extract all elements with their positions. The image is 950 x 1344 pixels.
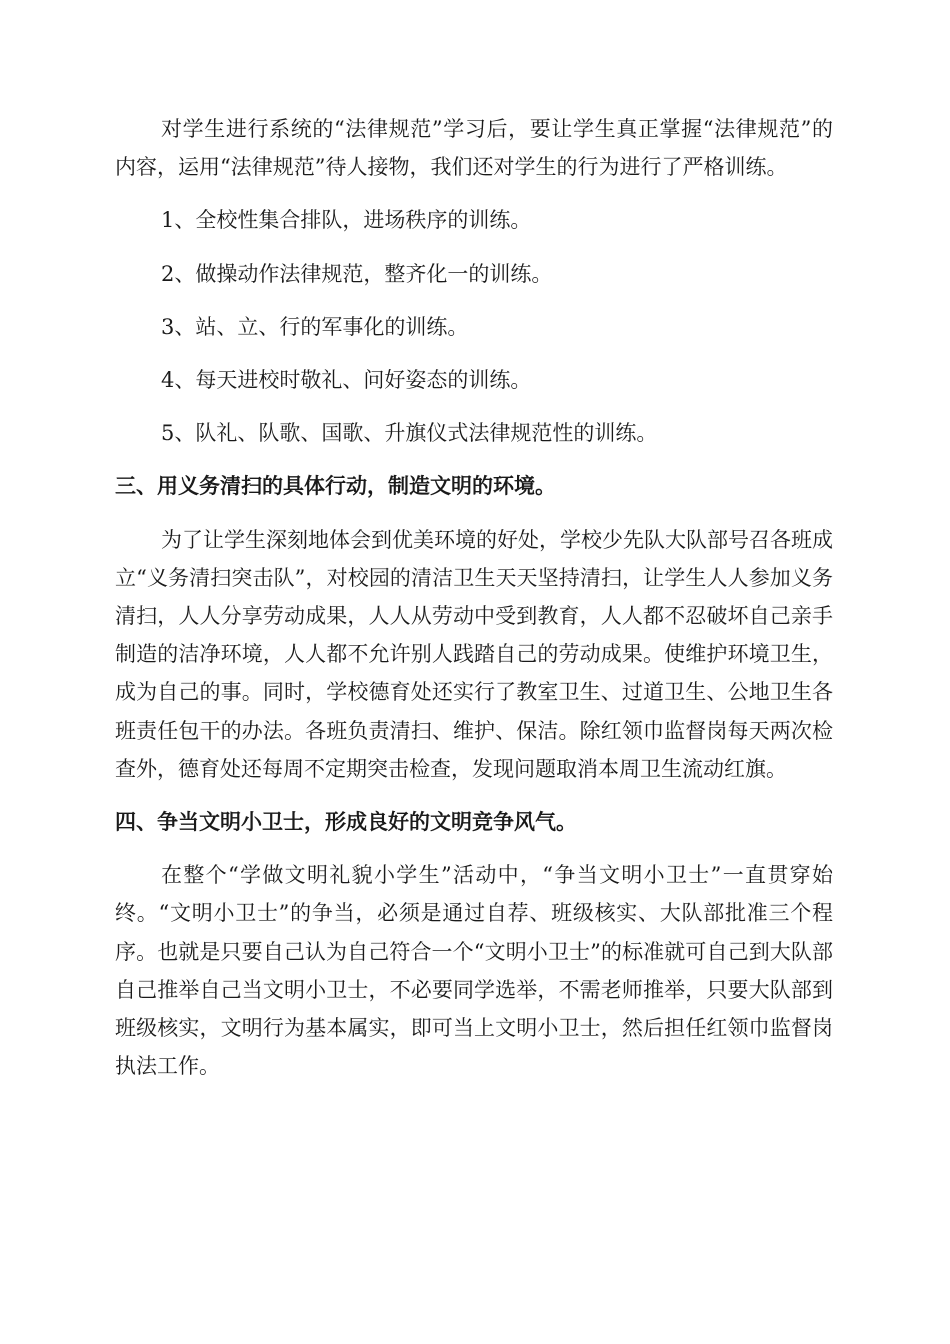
paragraph-guardian: 在整个“学做文明礼貌小学生”活动中，“争当文明小卫士”一直贯穿始终。“文明小卫士”的争当，必须是通过自荐、班级核实、大队部批准三个程序。也就是只要自己认为自己符合一个“文明小卫士”的标准就可自己到大队部自己推举自己当文明小卫士，不必要同学选举，不需老师推举，只要大队部到班级核实，文明行为基本属实，即可当上文明小卫士，然后担任红领巾监督岗执法工作。 bbox=[115, 863, 833, 1079]
paragraph-cleaning: 为了让学生深刻地体会到优美环境的好处，学校少先队大队部号召各班成立“义务清扫突击队”，对校园的清洁卫生天天坚持清扫，让学生人人参加义务清扫，人人分享劳动成果，人人从劳动中受到教育，人人都不忍破坏自己亲手制造的洁净环境，人人都不允许别人践踏自己的劳动成果。使维护环境卫生，成为自己的事。同时，学校德育处还实行了教室卫生、过道卫生、公地卫生各班责任包干的办法。各班负责清扫、维护、保洁。除红领巾监督岗每天两次检查外，德育处还每周不定期突击检查，发现问题取消本周卫生流动红旗。 bbox=[115, 527, 833, 781]
list-item: 4、每天进校时敬礼、问好姿态的训练。 bbox=[161, 368, 532, 393]
list-item: 2、做操动作法律规范，整齐化一的训练。 bbox=[161, 261, 553, 286]
paragraph-legal-training: 对学生进行系统的“法律规范”学习后，要让学生真正掌握“法律规范”的内容，运用“法律规范”待人接物，我们还对学生的行为进行了严格训练。 bbox=[115, 117, 833, 180]
section-heading-3: 三、用义务清扫的具体行动，制造文明的环境。 bbox=[115, 474, 556, 499]
section-heading-4: 四、争当文明小卫士，形成良好的文明竞争风气。 bbox=[115, 810, 577, 835]
list-item: 1、全校性集合排队，进场秩序的训练。 bbox=[161, 208, 532, 233]
list-item: 3、站、立、行的军事化的训练。 bbox=[161, 314, 469, 339]
list-item: 5、队礼、队歌、国歌、升旗仪式法律规范性的训练。 bbox=[161, 421, 658, 446]
document-body bbox=[115, 110, 833, 1100]
